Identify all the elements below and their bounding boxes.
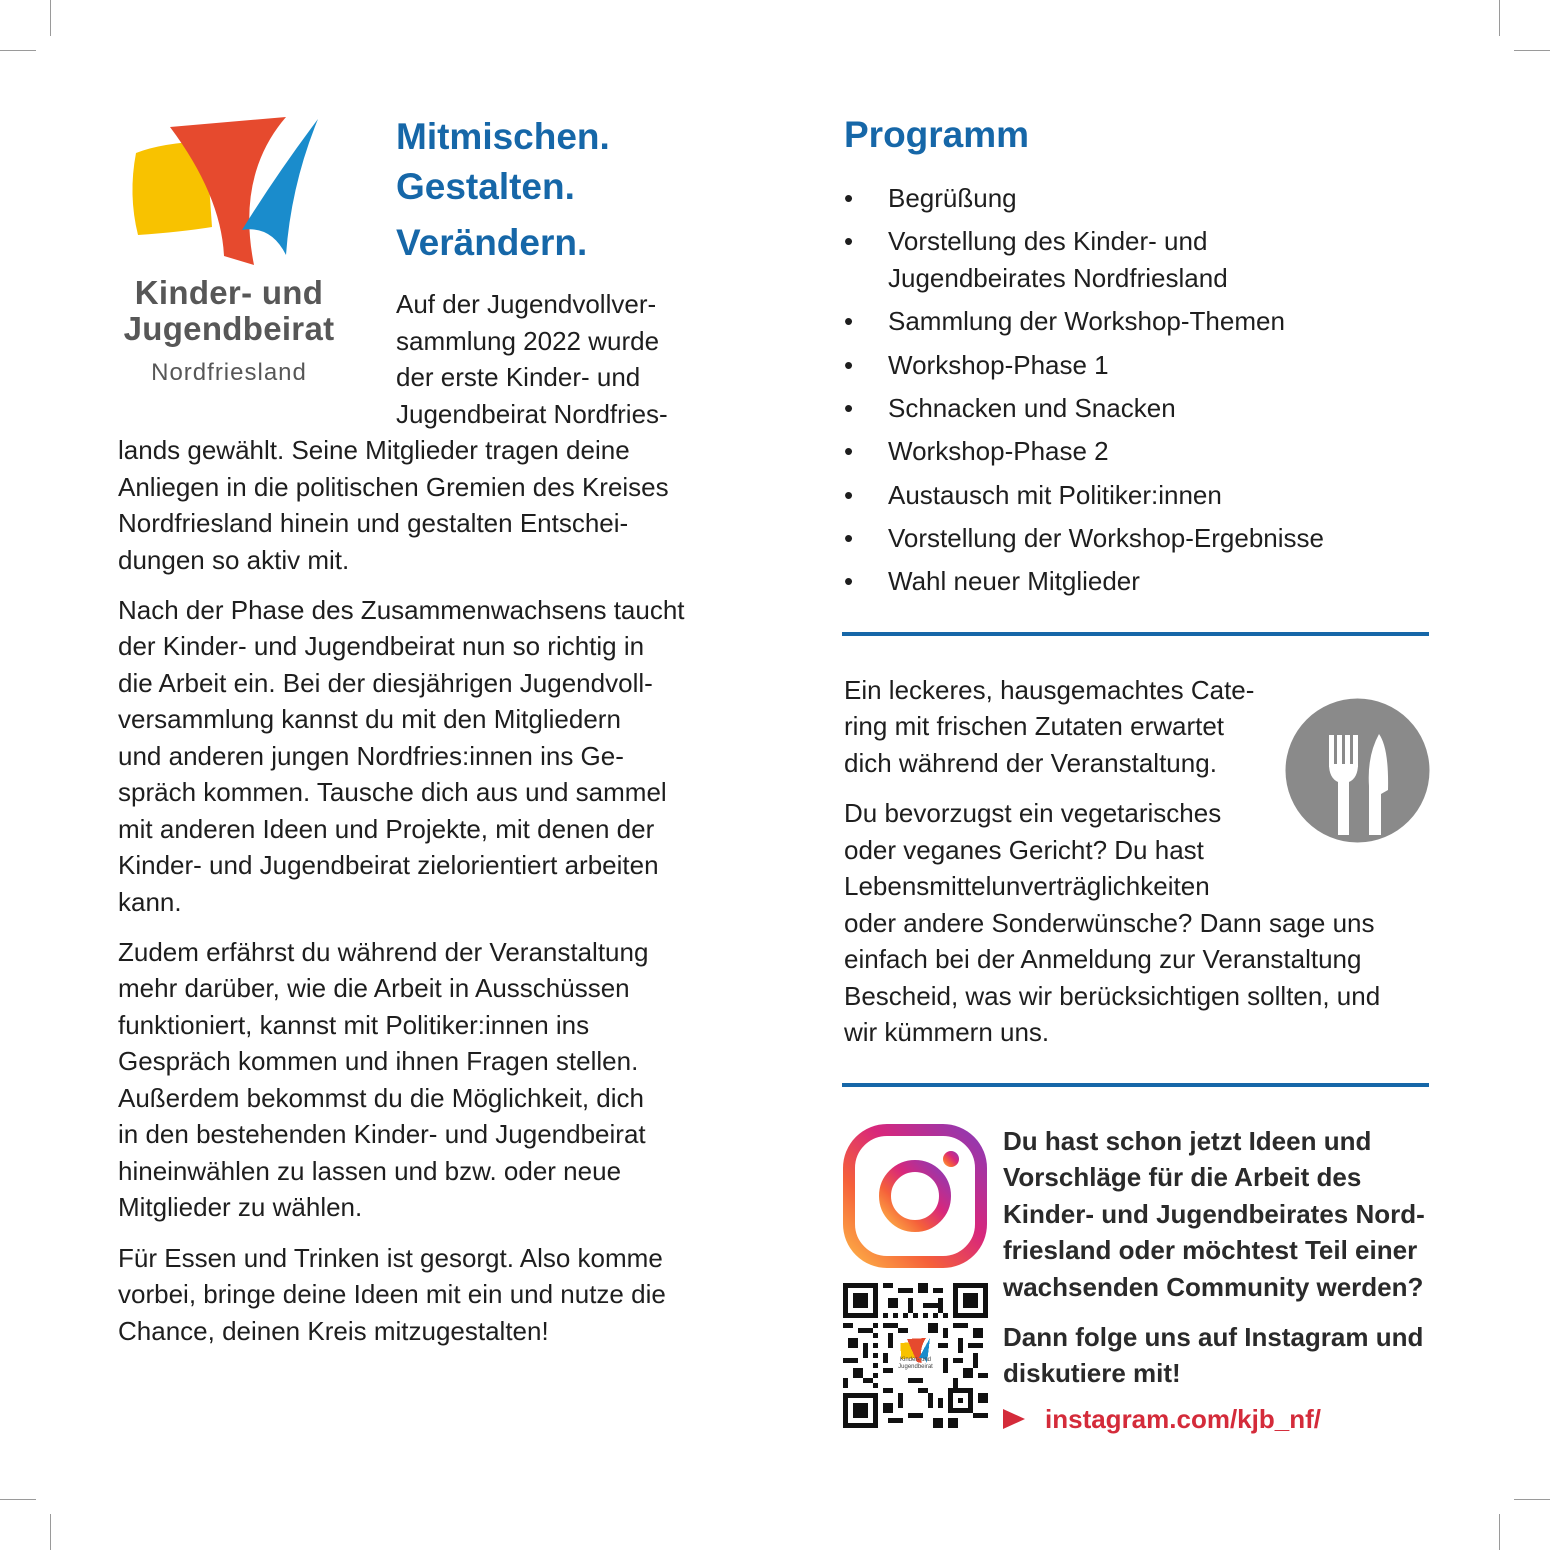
bullet-icon: • — [844, 523, 854, 553]
text-line: Du bevorzugst ein vegetarisches — [844, 798, 1222, 828]
text-line: vorbei, bringe deine Ideen mit ein und nutze die — [118, 1279, 666, 1309]
text-line: lands gewählt. Seine Mitglieder tragen deine — [118, 435, 630, 465]
crop-mark — [50, 0, 51, 36]
text-line: Chance, deinen Kreis mitzugestalten! — [118, 1316, 549, 1346]
qr-logo-line-2: Jugendbeirat — [898, 1364, 933, 1370]
instagram-link[interactable] — [1003, 1403, 1321, 1435]
programm-item-label: Vorstellung des Kinder- und — [888, 226, 1208, 256]
text-line: der erste Kinder- und — [396, 362, 641, 392]
crop-mark — [0, 1499, 36, 1500]
text-line: Für Essen und Trinken ist gesorgt. Also komme — [118, 1243, 663, 1273]
bullet-icon: • — [844, 566, 854, 596]
section-divider — [842, 632, 1429, 636]
logo-text-line-2: Jugendbeirat — [123, 310, 335, 347]
bullet-icon: • — [844, 226, 854, 256]
text-line: Jugendbeirat Nordfries- — [396, 399, 668, 429]
text-line: Gespräch kommen und ihnen Fragen stellen. — [118, 1046, 639, 1076]
text-line: diskutiere mit! — [1003, 1358, 1181, 1388]
programm-item-label: Vorstellung der Workshop-Ergebnisse — [888, 523, 1324, 553]
logo-text-line-1: Kinder- und — [134, 274, 324, 311]
text-line: wir kümmern uns. — [844, 1017, 1050, 1047]
text-line: Anliegen in die politischen Gremien des Kreises — [118, 472, 669, 502]
text-line: Du hast schon jetzt Ideen und — [1003, 1126, 1372, 1156]
text-line: Zudem erfährst du während der Veranstaltung — [118, 937, 649, 967]
text-line: dich während der Veranstaltung. — [844, 748, 1217, 778]
programm-item-label: Workshop-Phase 2 — [888, 436, 1109, 466]
text-line: Außerdem bekommst du die Möglichkeit, dich — [118, 1083, 645, 1113]
qr-code[interactable] — [843, 1283, 988, 1428]
programm-item-label: Begrüßung — [888, 183, 1017, 213]
crop-mark — [1499, 1514, 1500, 1550]
text-line: Ein leckeres, hausgemachtes Cate- — [844, 675, 1255, 705]
headline-line-3: Verändern. — [396, 222, 588, 263]
crop-mark — [0, 50, 36, 51]
text-line: Kinder- und Jugendbeirat zielorientiert arbeiten — [118, 850, 659, 880]
text-line: Bescheid, was wir berücksichtigen sollten, und — [844, 981, 1381, 1011]
cutlery-icon — [1285, 698, 1430, 843]
text-line: Auf der Jugendvollver- — [396, 289, 657, 319]
headline-line-1: Mitmischen. — [396, 116, 610, 157]
text-line: Dann folge uns auf Instagram und — [1003, 1322, 1424, 1352]
text-line: der Kinder- und Jugendbeirat nun so richtig in — [118, 631, 645, 661]
crop-mark — [50, 1514, 51, 1550]
instagram-icon — [843, 1124, 987, 1268]
play-arrow-icon — [1003, 1409, 1025, 1429]
crop-mark — [1499, 0, 1500, 36]
text-line: hineinwählen zu lassen und bzw. oder neue — [118, 1156, 622, 1186]
text-line: Lebensmittelunverträglichkeiten — [844, 871, 1210, 901]
crop-mark — [1514, 50, 1550, 51]
programm-item-label: Jugendbeirates Nordfriesland — [888, 263, 1228, 293]
programm-item-label: Wahl neuer Mitglieder — [888, 566, 1140, 596]
crop-mark — [1514, 1499, 1550, 1500]
text-line: dungen so aktiv mit. — [118, 545, 350, 575]
text-line: Kinder- und Jugendbeirates Nord- — [1003, 1199, 1425, 1229]
bullet-icon: • — [844, 480, 854, 510]
qr-logo-line-1: Kinder- und — [899, 1357, 932, 1363]
programm-item-label: Workshop-Phase 1 — [888, 350, 1109, 380]
text-line: oder veganes Gericht? Du hast — [844, 835, 1204, 865]
bullet-icon: • — [844, 393, 854, 423]
text-line: spräch kommen. Tausche dich aus und sammel — [118, 777, 667, 807]
text-line: friesland oder möchtest Teil einer — [1003, 1235, 1418, 1265]
instagram-link-label: instagram.com/kjb_nf/ — [1045, 1404, 1321, 1434]
programm-item-label: Austausch mit Politiker:innen — [888, 480, 1222, 510]
kjb-logo — [118, 115, 340, 390]
text-line: Vorschläge für die Arbeit des — [1003, 1162, 1362, 1192]
bullet-icon: • — [844, 306, 854, 336]
text-line: einfach bei der Anmeldung zur Veranstaltung — [844, 944, 1362, 974]
text-line: oder andere Sonderwünsche? Dann sage uns — [844, 908, 1375, 938]
text-line: versammlung kannst du mit den Mitgliedern — [118, 704, 621, 734]
text-line: mehr darüber, wie die Arbeit in Ausschüssen — [118, 973, 630, 1003]
bullet-icon: • — [844, 183, 854, 213]
programm-item-label: Schnacken und Snacken — [888, 393, 1176, 423]
qr-logo-text — [893, 1357, 938, 1371]
text-line: kann. — [118, 887, 182, 917]
bullet-icon: • — [844, 350, 854, 380]
text-line: Nordfriesland hinein und gestalten Entschei- — [118, 508, 629, 538]
text-line: und anderen jungen Nordfries:innen ins Ge- — [118, 741, 624, 771]
text-line: Nach der Phase des Zusammenwachsens taucht — [118, 595, 685, 625]
text-line: Mitglieder zu wählen. — [118, 1192, 363, 1222]
text-line: ring mit frischen Zutaten erwartet — [844, 711, 1225, 741]
section-divider — [842, 1083, 1429, 1087]
kjb-logo-mark-icon — [126, 115, 326, 265]
programm-title: Programm — [844, 114, 1030, 155]
text-line: sammlung 2022 wurde — [396, 326, 660, 356]
bullet-icon: • — [844, 436, 854, 466]
text-line: mit anderen Ideen und Projekte, mit denen der — [118, 814, 655, 844]
headline-line-2: Gestalten. — [396, 166, 575, 207]
logo-text-line-3: Nordfriesland — [151, 359, 307, 386]
text-line: in den bestehenden Kinder- und Jugendbeirat — [118, 1119, 646, 1149]
text-line: funktioniert, kannst mit Politiker:innen ins — [118, 1010, 590, 1040]
programm-item-label: Sammlung der Workshop-Themen — [888, 306, 1285, 336]
text-line: die Arbeit ein. Bei der diesjährigen Jugendvoll- — [118, 668, 653, 698]
text-line: wachsenden Community werden? — [1003, 1272, 1424, 1302]
